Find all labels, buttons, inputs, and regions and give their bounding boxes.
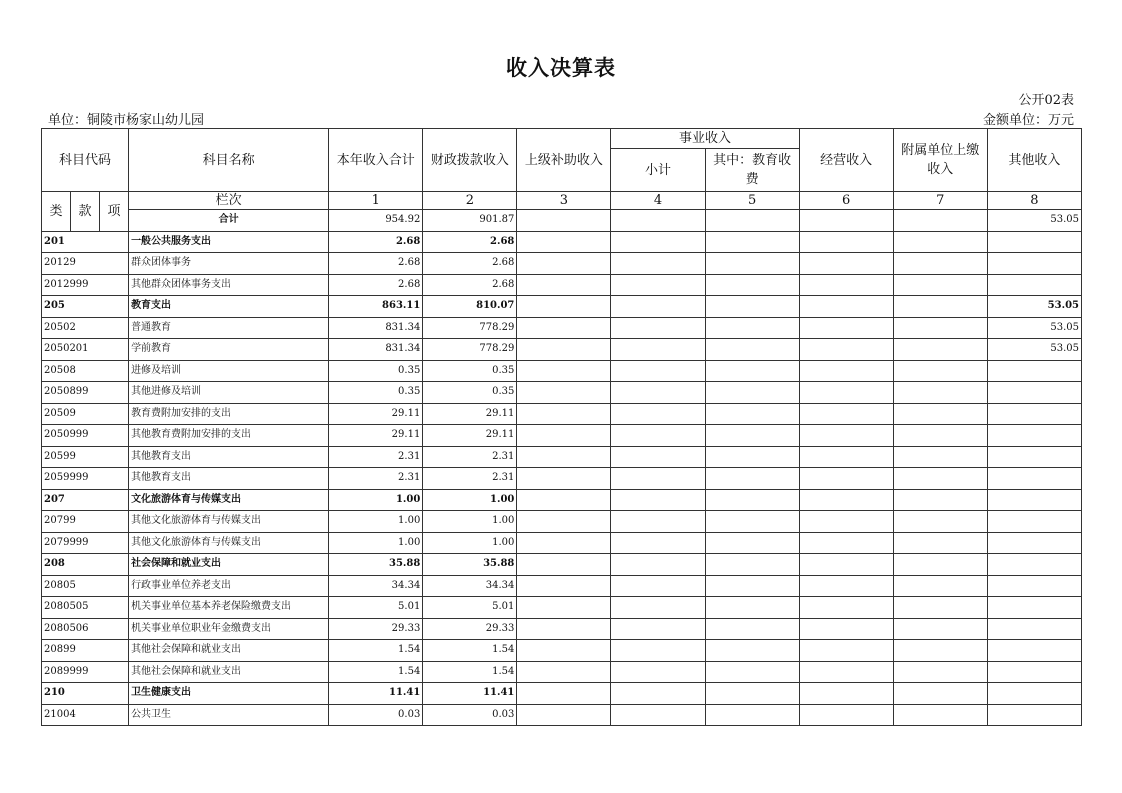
- row-affiliated: [893, 253, 987, 275]
- row-affiliated: [893, 511, 987, 533]
- row-superior: [517, 597, 611, 619]
- row-name: 群众团体事务: [129, 253, 329, 275]
- row-name: 其他教育费附加安排的支出: [129, 425, 329, 447]
- row-subtotal: [611, 575, 705, 597]
- row-affiliated: [893, 403, 987, 425]
- row-code: 20799: [42, 511, 129, 533]
- row-affiliated: [893, 661, 987, 683]
- row-total-income: 2.68: [329, 253, 423, 275]
- row-fiscal: 0.35: [423, 360, 517, 382]
- row-affiliated: [893, 640, 987, 662]
- row-fiscal: 2.68: [423, 253, 517, 275]
- row-other: 53.05: [987, 296, 1081, 318]
- col-number: 4: [611, 192, 705, 210]
- row-edu-fee: [705, 683, 799, 705]
- total-operating-value: [799, 210, 893, 232]
- row-affiliated: [893, 425, 987, 447]
- row-total-income: 29.11: [329, 425, 423, 447]
- row-superior: [517, 403, 611, 425]
- header-superior: 上级补助收入: [517, 129, 611, 192]
- row-edu-fee: [705, 317, 799, 339]
- header-kuan: 款: [71, 192, 100, 232]
- table-row: [42, 661, 1082, 683]
- row-operating: [799, 425, 893, 447]
- row-fiscal: 35.88: [423, 554, 517, 576]
- col-number: 8: [987, 192, 1081, 210]
- row-superior: [517, 575, 611, 597]
- row-other: [987, 597, 1081, 619]
- row-other: [987, 532, 1081, 554]
- table-row: [42, 274, 1082, 296]
- row-fiscal: 778.29: [423, 317, 517, 339]
- row-superior: [517, 618, 611, 640]
- row-total-income: 863.11: [329, 296, 423, 318]
- row-code: 2050899: [42, 382, 129, 404]
- row-fiscal: 810.07: [423, 296, 517, 318]
- row-edu-fee: [705, 575, 799, 597]
- header-xiang: 项: [100, 192, 129, 232]
- row-other: [987, 575, 1081, 597]
- table-row: [42, 360, 1082, 382]
- header-name: 科目名称: [129, 129, 329, 192]
- row-superior: [517, 253, 611, 275]
- row-superior: [517, 360, 611, 382]
- row-fiscal: 1.00: [423, 489, 517, 511]
- row-code: 205: [42, 296, 129, 318]
- row-total-income: 1.54: [329, 661, 423, 683]
- row-superior: [517, 382, 611, 404]
- row-fiscal: 2.68: [423, 274, 517, 296]
- row-other: [987, 382, 1081, 404]
- table-row: [42, 640, 1082, 662]
- row-code: 20805: [42, 575, 129, 597]
- row-fiscal: 34.34: [423, 575, 517, 597]
- row-name: 公共卫生: [129, 704, 329, 726]
- total-edu-fee-value: [705, 210, 799, 232]
- row-subtotal: [611, 231, 705, 253]
- row-affiliated: [893, 532, 987, 554]
- row-operating: [799, 704, 893, 726]
- row-subtotal: [611, 403, 705, 425]
- row-code: 20899: [42, 640, 129, 662]
- row-edu-fee: [705, 532, 799, 554]
- row-subtotal: [611, 661, 705, 683]
- table-row: [42, 618, 1082, 640]
- row-edu-fee: [705, 339, 799, 361]
- row-fiscal: 1.00: [423, 511, 517, 533]
- row-superior: [517, 296, 611, 318]
- row-affiliated: [893, 575, 987, 597]
- row-name: 行政事业单位养老支出: [129, 575, 329, 597]
- row-superior: [517, 640, 611, 662]
- header-row-1: [42, 129, 1082, 149]
- row-total-income: 1.00: [329, 511, 423, 533]
- row-operating: [799, 468, 893, 490]
- table-row: [42, 575, 1082, 597]
- col-number: 1: [329, 192, 423, 210]
- row-operating: [799, 274, 893, 296]
- row-other: [987, 468, 1081, 490]
- row-superior: [517, 511, 611, 533]
- row-code: 201: [42, 231, 129, 253]
- row-operating: [799, 231, 893, 253]
- form-number: 公开02表: [1018, 93, 1074, 108]
- row-code: 20129: [42, 253, 129, 275]
- row-total-income: 34.34: [329, 575, 423, 597]
- row-total-income: 1.00: [329, 532, 423, 554]
- row-subtotal: [611, 704, 705, 726]
- row-total-income: 2.31: [329, 468, 423, 490]
- row-fiscal: 2.31: [423, 468, 517, 490]
- row-fiscal: 11.41: [423, 683, 517, 705]
- row-fiscal: 5.01: [423, 597, 517, 619]
- row-affiliated: [893, 597, 987, 619]
- page-title: 收入决算表: [506, 56, 616, 80]
- row-other: [987, 704, 1081, 726]
- money-unit: 金额单位：万元: [982, 113, 1074, 128]
- row-subtotal: [611, 274, 705, 296]
- row-name: 其他社会保障和就业支出: [129, 661, 329, 683]
- header-subtotal: 小计: [611, 149, 705, 192]
- row-subtotal: [611, 468, 705, 490]
- row-fiscal: 29.11: [423, 403, 517, 425]
- row-name: 机关事业单位基本养老保险缴费支出: [129, 597, 329, 619]
- table-row: [42, 554, 1082, 576]
- row-superior: [517, 683, 611, 705]
- row-subtotal: [611, 532, 705, 554]
- row-code: 2059999: [42, 468, 129, 490]
- table-row: [42, 446, 1082, 468]
- row-operating: [799, 683, 893, 705]
- row-superior: [517, 489, 611, 511]
- row-affiliated: [893, 360, 987, 382]
- row-superior: [517, 661, 611, 683]
- row-affiliated: [893, 468, 987, 490]
- col-number: 3: [517, 192, 611, 210]
- col-number: 2: [423, 192, 517, 210]
- row-code: 2050201: [42, 339, 129, 361]
- total-other-value: 53.05: [987, 210, 1081, 232]
- header-edu-fee: 其中：教育收费: [705, 149, 799, 192]
- row-total-income: 0.35: [329, 360, 423, 382]
- row-code: 210: [42, 683, 129, 705]
- row-code: 20509: [42, 403, 129, 425]
- row-total-income: 831.34: [329, 317, 423, 339]
- row-subtotal: [611, 489, 705, 511]
- row-code: 2079999: [42, 532, 129, 554]
- row-name: 文化旅游体育与传媒支出: [129, 489, 329, 511]
- row-edu-fee: [705, 231, 799, 253]
- table-row: [42, 403, 1082, 425]
- row-affiliated: [893, 489, 987, 511]
- row-superior: [517, 468, 611, 490]
- row-total-income: 5.01: [329, 597, 423, 619]
- row-edu-fee: [705, 511, 799, 533]
- table-row: [42, 683, 1082, 705]
- row-name: 其他文化旅游体育与传媒支出: [129, 532, 329, 554]
- row-other: [987, 661, 1081, 683]
- row-code: 208: [42, 554, 129, 576]
- table-row: [42, 339, 1082, 361]
- row-superior: [517, 446, 611, 468]
- row-total-income: 0.03: [329, 704, 423, 726]
- header-column-row: 栏次: [129, 192, 329, 210]
- total-superior-value: [517, 210, 611, 232]
- row-subtotal: [611, 339, 705, 361]
- row-name: 其他社会保障和就业支出: [129, 640, 329, 662]
- row-total-income: 35.88: [329, 554, 423, 576]
- row-other: [987, 274, 1081, 296]
- row-name: 普通教育: [129, 317, 329, 339]
- row-superior: [517, 231, 611, 253]
- row-subtotal: [611, 511, 705, 533]
- row-code: 2050999: [42, 425, 129, 447]
- row-name: 学前教育: [129, 339, 329, 361]
- row-name: 其他文化旅游体育与传媒支出: [129, 511, 329, 533]
- row-code: 20599: [42, 446, 129, 468]
- row-name: 一般公共服务支出: [129, 231, 329, 253]
- row-total-income: 2.31: [329, 446, 423, 468]
- row-other: 53.05: [987, 317, 1081, 339]
- table-row: [42, 231, 1082, 253]
- header-other: 其他收入: [987, 129, 1081, 192]
- row-edu-fee: [705, 360, 799, 382]
- row-other: [987, 231, 1081, 253]
- row-fiscal: 2.31: [423, 446, 517, 468]
- row-affiliated: [893, 554, 987, 576]
- row-total-income: 2.68: [329, 231, 423, 253]
- header-fiscal: 财政拨款收入: [423, 129, 517, 192]
- row-operating: [799, 575, 893, 597]
- row-code: 20508: [42, 360, 129, 382]
- row-edu-fee: [705, 597, 799, 619]
- table-row: [42, 296, 1082, 318]
- row-superior: [517, 317, 611, 339]
- row-other: [987, 554, 1081, 576]
- row-operating: [799, 317, 893, 339]
- row-name: 卫生健康支出: [129, 683, 329, 705]
- table-row: [42, 317, 1082, 339]
- row-operating: [799, 446, 893, 468]
- row-fiscal: 1.00: [423, 532, 517, 554]
- table-row: [42, 468, 1082, 490]
- row-code: 2080506: [42, 618, 129, 640]
- row-other: [987, 360, 1081, 382]
- row-other: [987, 683, 1081, 705]
- row-edu-fee: [705, 446, 799, 468]
- row-edu-fee: [705, 618, 799, 640]
- row-fiscal: 2.68: [423, 231, 517, 253]
- row-fiscal: 29.33: [423, 618, 517, 640]
- row-affiliated: [893, 446, 987, 468]
- row-other: [987, 425, 1081, 447]
- row-total-income: 1.54: [329, 640, 423, 662]
- row-operating: [799, 253, 893, 275]
- row-operating: [799, 339, 893, 361]
- table-row: [42, 597, 1082, 619]
- row-code: 207: [42, 489, 129, 511]
- row-total-income: 2.68: [329, 274, 423, 296]
- row-subtotal: [611, 446, 705, 468]
- row-total-income: 1.00: [329, 489, 423, 511]
- row-fiscal: 0.03: [423, 704, 517, 726]
- row-subtotal: [611, 382, 705, 404]
- row-other: [987, 511, 1081, 533]
- row-edu-fee: [705, 253, 799, 275]
- row-edu-fee: [705, 425, 799, 447]
- row-operating: [799, 597, 893, 619]
- total-fiscal-value: 901.87: [423, 210, 517, 232]
- column-number-row: [42, 192, 1082, 210]
- total-affiliated-value: [893, 210, 987, 232]
- row-code: 2012999: [42, 274, 129, 296]
- row-operating: [799, 403, 893, 425]
- row-edu-fee: [705, 403, 799, 425]
- row-subtotal: [611, 640, 705, 662]
- row-name: 其他教育支出: [129, 468, 329, 490]
- row-subtotal: [611, 253, 705, 275]
- row-other: [987, 618, 1081, 640]
- unit-name: 单位：铜陵市杨家山幼儿园: [48, 113, 205, 128]
- income-table: [41, 128, 1082, 726]
- table-row: [42, 532, 1082, 554]
- row-affiliated: [893, 296, 987, 318]
- row-edu-fee: [705, 554, 799, 576]
- row-total-income: 831.34: [329, 339, 423, 361]
- row-affiliated: [893, 339, 987, 361]
- table-row: [42, 425, 1082, 447]
- row-code: 21004: [42, 704, 129, 726]
- row-total-income: 29.11: [329, 403, 423, 425]
- row-superior: [517, 425, 611, 447]
- row-operating: [799, 382, 893, 404]
- row-edu-fee: [705, 640, 799, 662]
- row-fiscal: 0.35: [423, 382, 517, 404]
- col-number: 6: [799, 192, 893, 210]
- total-subtotal-value: [611, 210, 705, 232]
- total-income-value: 954.92: [329, 210, 423, 232]
- col-number: 5: [705, 192, 799, 210]
- row-subtotal: [611, 618, 705, 640]
- header-operating: 经营收入: [799, 129, 893, 192]
- row-subtotal: [611, 360, 705, 382]
- row-other: 53.05: [987, 339, 1081, 361]
- row-superior: [517, 339, 611, 361]
- row-operating: [799, 532, 893, 554]
- row-subtotal: [611, 683, 705, 705]
- table-row: [42, 489, 1082, 511]
- header-code: 科目代码: [42, 129, 129, 192]
- row-fiscal: 778.29: [423, 339, 517, 361]
- total-row: [42, 210, 1082, 232]
- row-operating: [799, 661, 893, 683]
- row-operating: [799, 511, 893, 533]
- row-edu-fee: [705, 661, 799, 683]
- row-superior: [517, 532, 611, 554]
- row-subtotal: [611, 296, 705, 318]
- total-label: 合计: [129, 210, 329, 232]
- header-business: 事业收入: [611, 129, 799, 149]
- row-edu-fee: [705, 489, 799, 511]
- row-other: [987, 253, 1081, 275]
- row-edu-fee: [705, 382, 799, 404]
- row-edu-fee: [705, 468, 799, 490]
- row-edu-fee: [705, 296, 799, 318]
- row-total-income: 0.35: [329, 382, 423, 404]
- row-affiliated: [893, 618, 987, 640]
- row-other: [987, 403, 1081, 425]
- row-subtotal: [611, 425, 705, 447]
- row-affiliated: [893, 274, 987, 296]
- table-row: [42, 253, 1082, 275]
- row-affiliated: [893, 231, 987, 253]
- row-total-income: 11.41: [329, 683, 423, 705]
- col-number: 7: [893, 192, 987, 210]
- row-total-income: 29.33: [329, 618, 423, 640]
- table-row: [42, 511, 1082, 533]
- row-fiscal: 29.11: [423, 425, 517, 447]
- header-affiliated: 附属单位上缴收入: [893, 129, 987, 192]
- row-name: 进修及培训: [129, 360, 329, 382]
- row-superior: [517, 274, 611, 296]
- row-operating: [799, 360, 893, 382]
- row-name: 其他群众团体事务支出: [129, 274, 329, 296]
- row-fiscal: 1.54: [423, 661, 517, 683]
- row-subtotal: [611, 317, 705, 339]
- row-operating: [799, 618, 893, 640]
- header-lei: 类: [42, 192, 71, 232]
- row-name: 其他进修及培训: [129, 382, 329, 404]
- row-operating: [799, 296, 893, 318]
- row-code: 2089999: [42, 661, 129, 683]
- row-affiliated: [893, 683, 987, 705]
- row-name: 其他教育支出: [129, 446, 329, 468]
- row-operating: [799, 489, 893, 511]
- row-name: 机关事业单位职业年金缴费支出: [129, 618, 329, 640]
- row-name: 教育支出: [129, 296, 329, 318]
- row-subtotal: [611, 597, 705, 619]
- row-name: 教育费附加安排的支出: [129, 403, 329, 425]
- row-affiliated: [893, 704, 987, 726]
- row-code: 2080505: [42, 597, 129, 619]
- row-operating: [799, 640, 893, 662]
- row-superior: [517, 704, 611, 726]
- header-total-income: 本年收入合计: [329, 129, 423, 192]
- row-affiliated: [893, 382, 987, 404]
- row-edu-fee: [705, 704, 799, 726]
- row-other: [987, 640, 1081, 662]
- row-other: [987, 489, 1081, 511]
- row-name: 社会保障和就业支出: [129, 554, 329, 576]
- table-row: [42, 382, 1082, 404]
- row-edu-fee: [705, 274, 799, 296]
- row-affiliated: [893, 317, 987, 339]
- row-superior: [517, 554, 611, 576]
- row-fiscal: 1.54: [423, 640, 517, 662]
- row-operating: [799, 554, 893, 576]
- row-code: 20502: [42, 317, 129, 339]
- row-other: [987, 446, 1081, 468]
- table-row: [42, 704, 1082, 726]
- row-subtotal: [611, 554, 705, 576]
